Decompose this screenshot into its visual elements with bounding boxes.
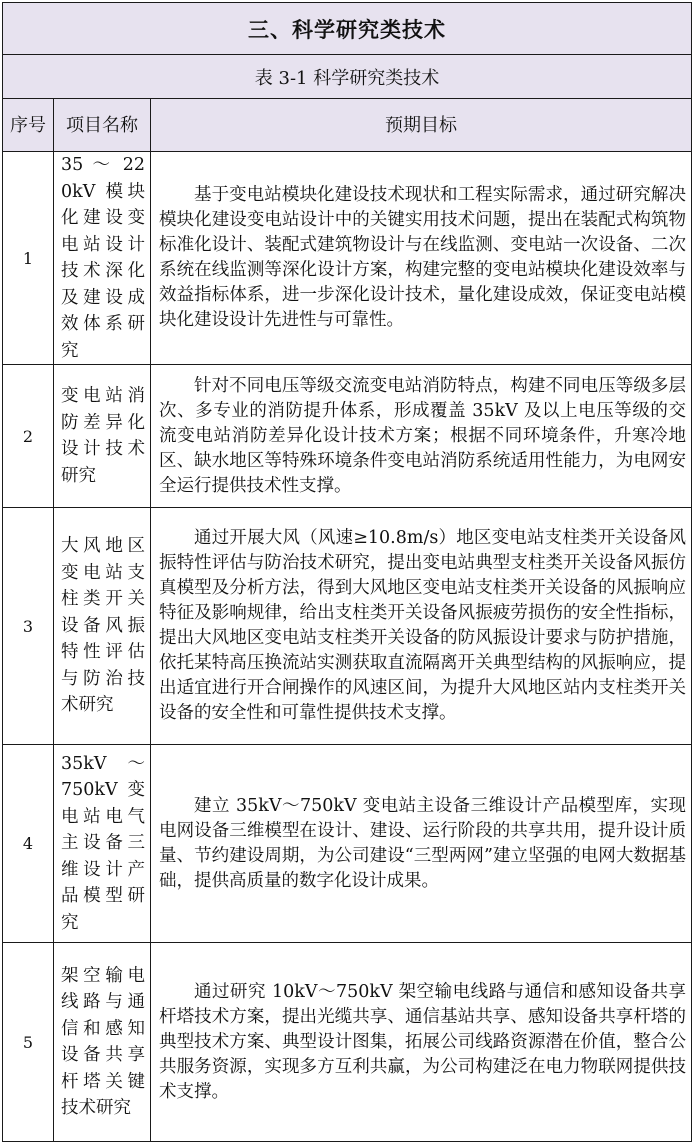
table-row	[3, 365, 692, 508]
goal-text: 基于变电站模块化建设技术现状和工程实际需求，通过研究解决模块化建设变电站设计中的关键实用技术问题，提出在装配式构筑物标准化设计、装配式建筑物设计与在线监测、变电站一次设备、二次系统在线监测等深化设计方案，构建完整的变电站模块化建设效率与效益指标体系，进一步深化设计技术，量化建设成效，保证变电站模块化建设设计先进性与可靠性。	[159, 185, 686, 330]
section-title: 三、科学研究类技术	[3, 3, 692, 55]
header-index: 序号	[3, 99, 54, 152]
expected-goal	[151, 943, 692, 1142]
header-row	[3, 99, 692, 152]
header-name: 项目名称	[54, 99, 151, 152]
project-name: 35kV ～ 750kV 变电站电气主设备三维设计产品模型研究	[54, 745, 151, 943]
header-goal: 预期目标	[151, 99, 692, 152]
project-name: 35 ～ 220kV 模块化建设变电站设计技术深化及建设成效体系研究	[54, 152, 151, 365]
row-index: 2	[3, 365, 54, 508]
row-index: 5	[3, 943, 54, 1142]
science-research-table	[2, 2, 692, 1142]
row-index: 3	[3, 508, 54, 745]
goal-text: 通过研究 10kV～750kV 架空输电线路与通信和感知设备共享杆塔技术方案，提出光缆共享、通信基站共享、感知设备共享杆塔的典型技术方案、典型设计图集，拓展公司线路资源潜在价值，整合公共服务资源，实现多方互利共赢，为公司构建泛在电力物联网提供技术支撑。	[159, 981, 686, 1102]
project-name: 大风地区变电站支柱类开关设备风振特性评估与防治技术研究	[54, 508, 151, 745]
page	[0, 2, 694, 1146]
row-index: 4	[3, 745, 54, 943]
expected-goal	[151, 508, 692, 745]
table-row	[3, 943, 692, 1142]
expected-goal	[151, 365, 692, 508]
row-index: 1	[3, 152, 54, 365]
expected-goal	[151, 152, 692, 365]
goal-text: 通过开展大风（风速≥10.8m/s）地区变电站支柱类开关设备风振特性评估与防治技术研究，提出变电站典型支柱类开关设备风振仿真模型及分析方法，得到大风地区变电站支柱类开关设备的风振响应特征及影响规律，给出支柱类开关设备风振疲劳损伤的安全性指标，提出大风地区变电站支柱类开关设备的防风振设计要求与防护措施，依托某特高压换流站实测获取直流隔离开关典型结构的风振响应，提出适宜进行开合闸操作的风速区间，为提升大风地区站内支柱类开关设备的安全性和可靠性提供技术支撑。	[159, 528, 686, 723]
table-row	[3, 745, 692, 943]
expected-goal	[151, 745, 692, 943]
project-name: 架空输电线路与通信和感知设备共享杆塔关键技术研究	[54, 943, 151, 1142]
goal-text: 针对不同电压等级交流变电站消防特点，构建不同电压等级多层次、多专业的消防提升体系，形成覆盖 35kV 及以上电压等级的交流变电站消防差异化设计技术方案；根据不同环境条件，升寒冷地区、缺水地区等特殊环境条件变电站消防系统适用性能力，为电网安全运行提供技术性支撑。	[159, 375, 686, 496]
table-row	[3, 508, 692, 745]
table-row	[3, 152, 692, 365]
goal-text: 建立 35kV～750kV 变电站主设备三维设计产品模型库，实现电网设备三维模型在设计、建设、运行阶段的共享共用，提升设计质量、节约建设周期，为公司建设“三型两网”建立坚强的电网大数据基础，提供高质量的数字化设计成果。	[159, 795, 686, 891]
table-caption: 表 3-1 科学研究类技术	[3, 55, 692, 99]
project-name: 变电站消防差异化设计技术研究	[54, 365, 151, 508]
